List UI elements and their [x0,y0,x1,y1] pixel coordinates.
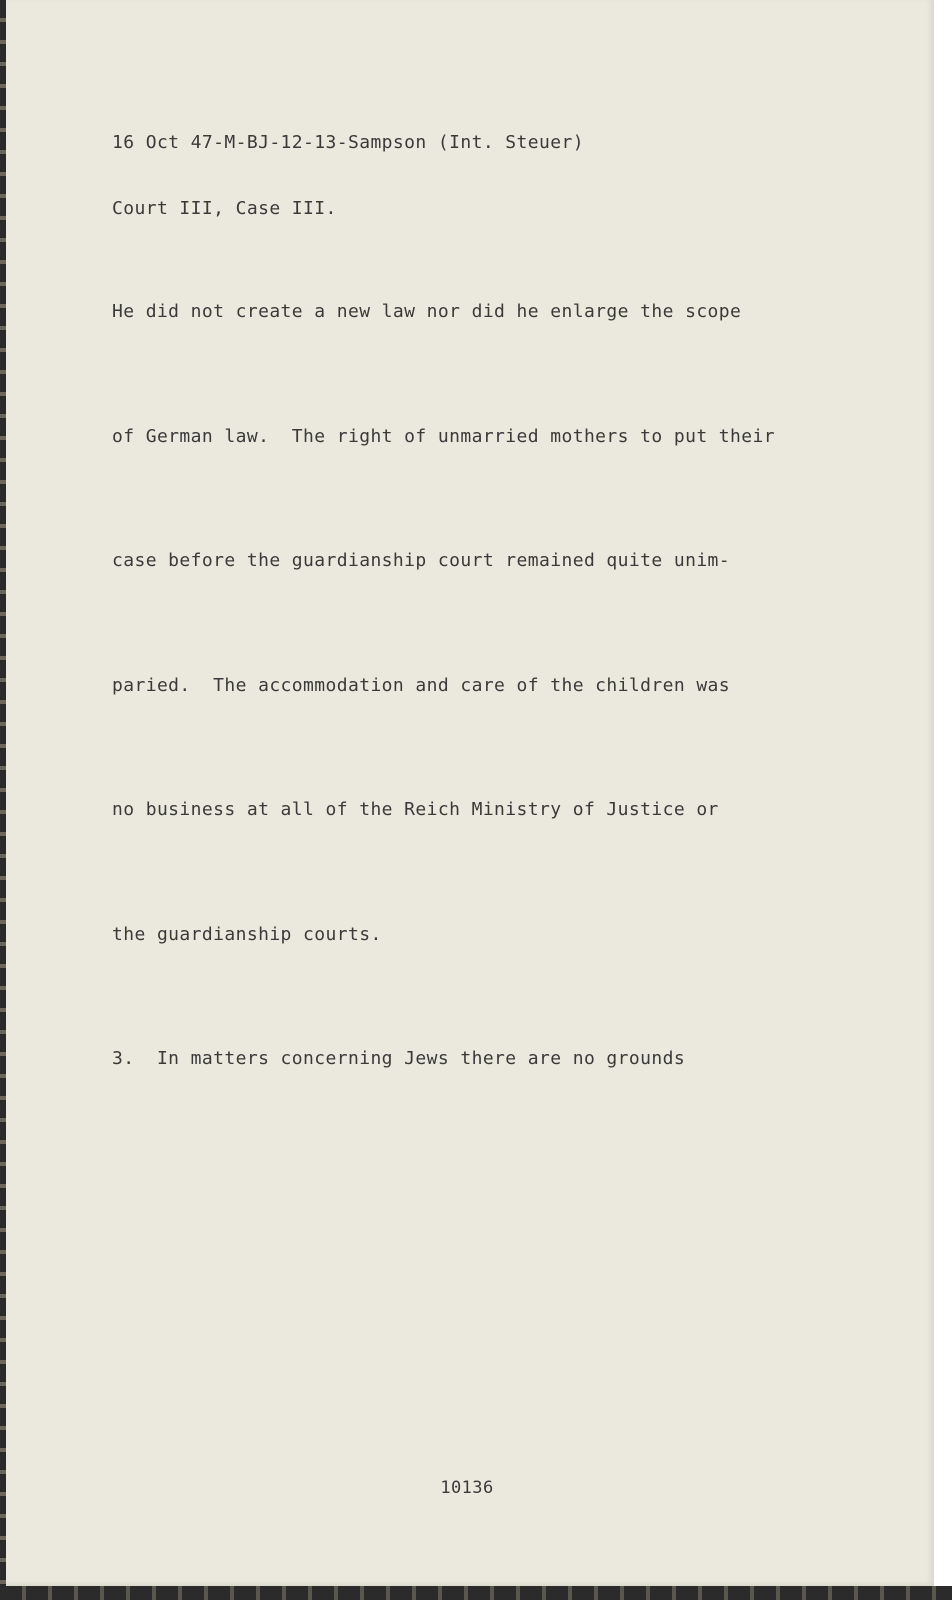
scan-left-edge [0,0,6,1600]
page-number: 10136 [440,1478,494,1498]
header-line-case-reference: 16 Oct 47-M-BJ-12-13-Sampson (Int. Steuer) [112,132,584,153]
body-line: paried. The accommodation and care of the children was [112,674,731,696]
header-line-court: Court III, Case III. [112,198,337,219]
document-body [112,208,775,1163]
scan-right-margin [934,0,952,1600]
body-line: case before the guardianship court remained quite unim- [112,550,731,571]
body-line: no business at all of the Reich Ministry of Justice or [112,799,719,820]
body-line-numbered-point: 3. In matters concerning Jews there are no grounds [112,1048,686,1069]
body-line: He did not create a new law nor did he enlarge the scope [112,301,742,322]
body-line: of German law. The right of unmarried mothers to put their [112,425,775,447]
body-line: the guardianship courts. [112,923,382,945]
scan-bottom-edge [0,1586,952,1600]
